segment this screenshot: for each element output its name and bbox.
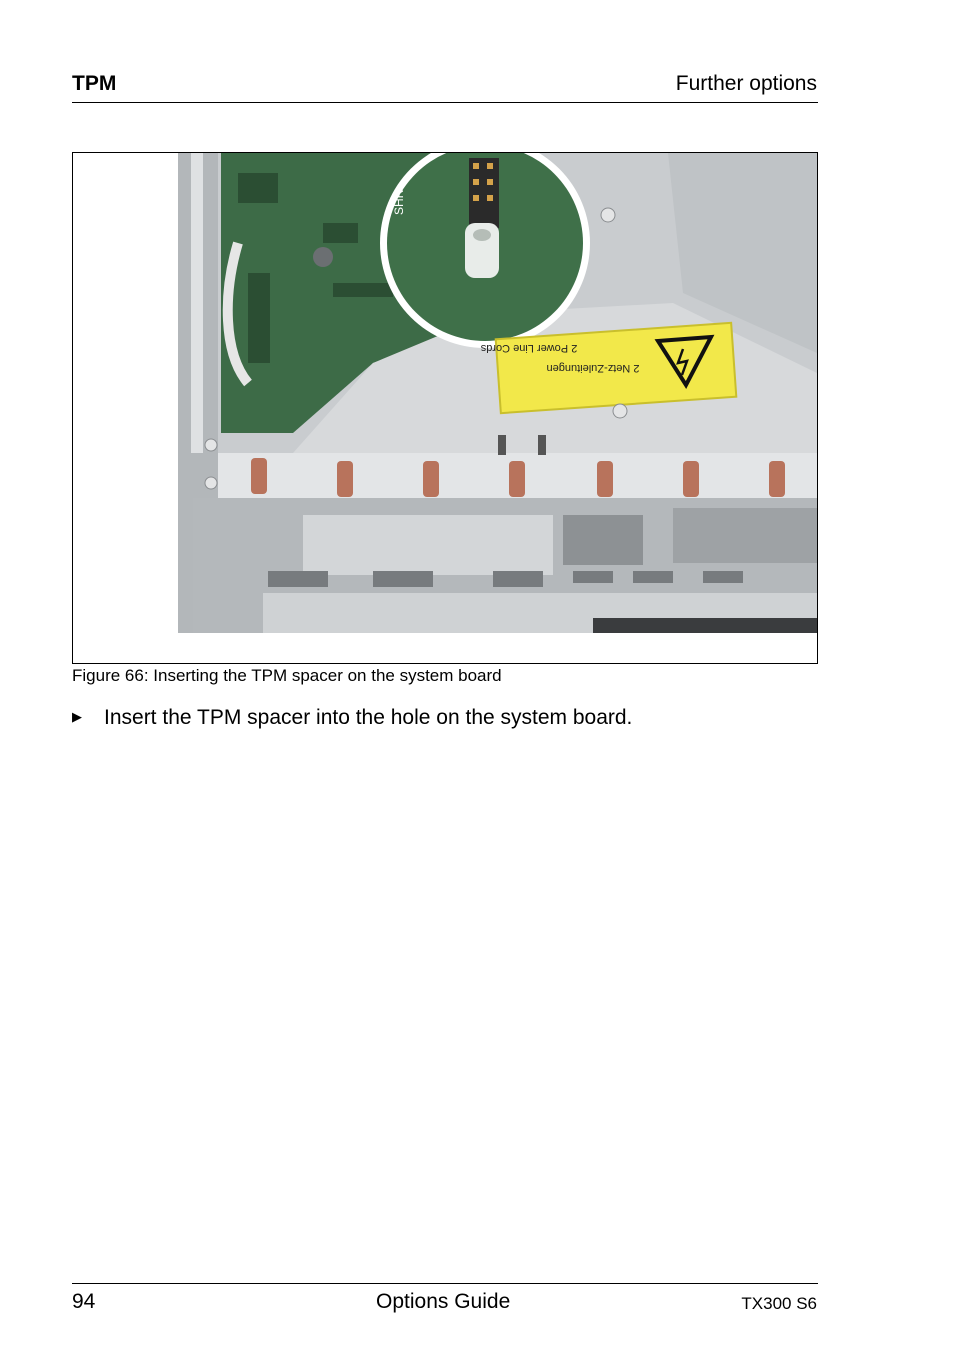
page-number: 94 bbox=[72, 1290, 96, 1313]
tpm-spacer-illustration bbox=[73, 153, 817, 663]
label-line-1: 2 Power Line Cords bbox=[480, 342, 578, 354]
board-marking-text: SHR bbox=[392, 189, 406, 215]
figure-image bbox=[72, 152, 818, 664]
triangle-bullet-icon: ▶ bbox=[72, 709, 82, 724]
instruction-text: Insert the TPM spacer into the hole on the system board. bbox=[104, 706, 633, 729]
section-title: TPM bbox=[72, 72, 117, 95]
figure-caption: Figure 66: Inserting the TPM spacer on the system board bbox=[72, 666, 502, 685]
document-title: Options Guide bbox=[376, 1290, 511, 1313]
footer-rule bbox=[72, 1283, 818, 1284]
label-line-2: 2 Netz-Zuleitungen bbox=[546, 362, 640, 374]
product-model: TX300 S6 bbox=[741, 1294, 817, 1313]
header-rule bbox=[72, 102, 818, 103]
chapter-title: Further options bbox=[675, 72, 817, 95]
instruction-step bbox=[72, 706, 632, 730]
